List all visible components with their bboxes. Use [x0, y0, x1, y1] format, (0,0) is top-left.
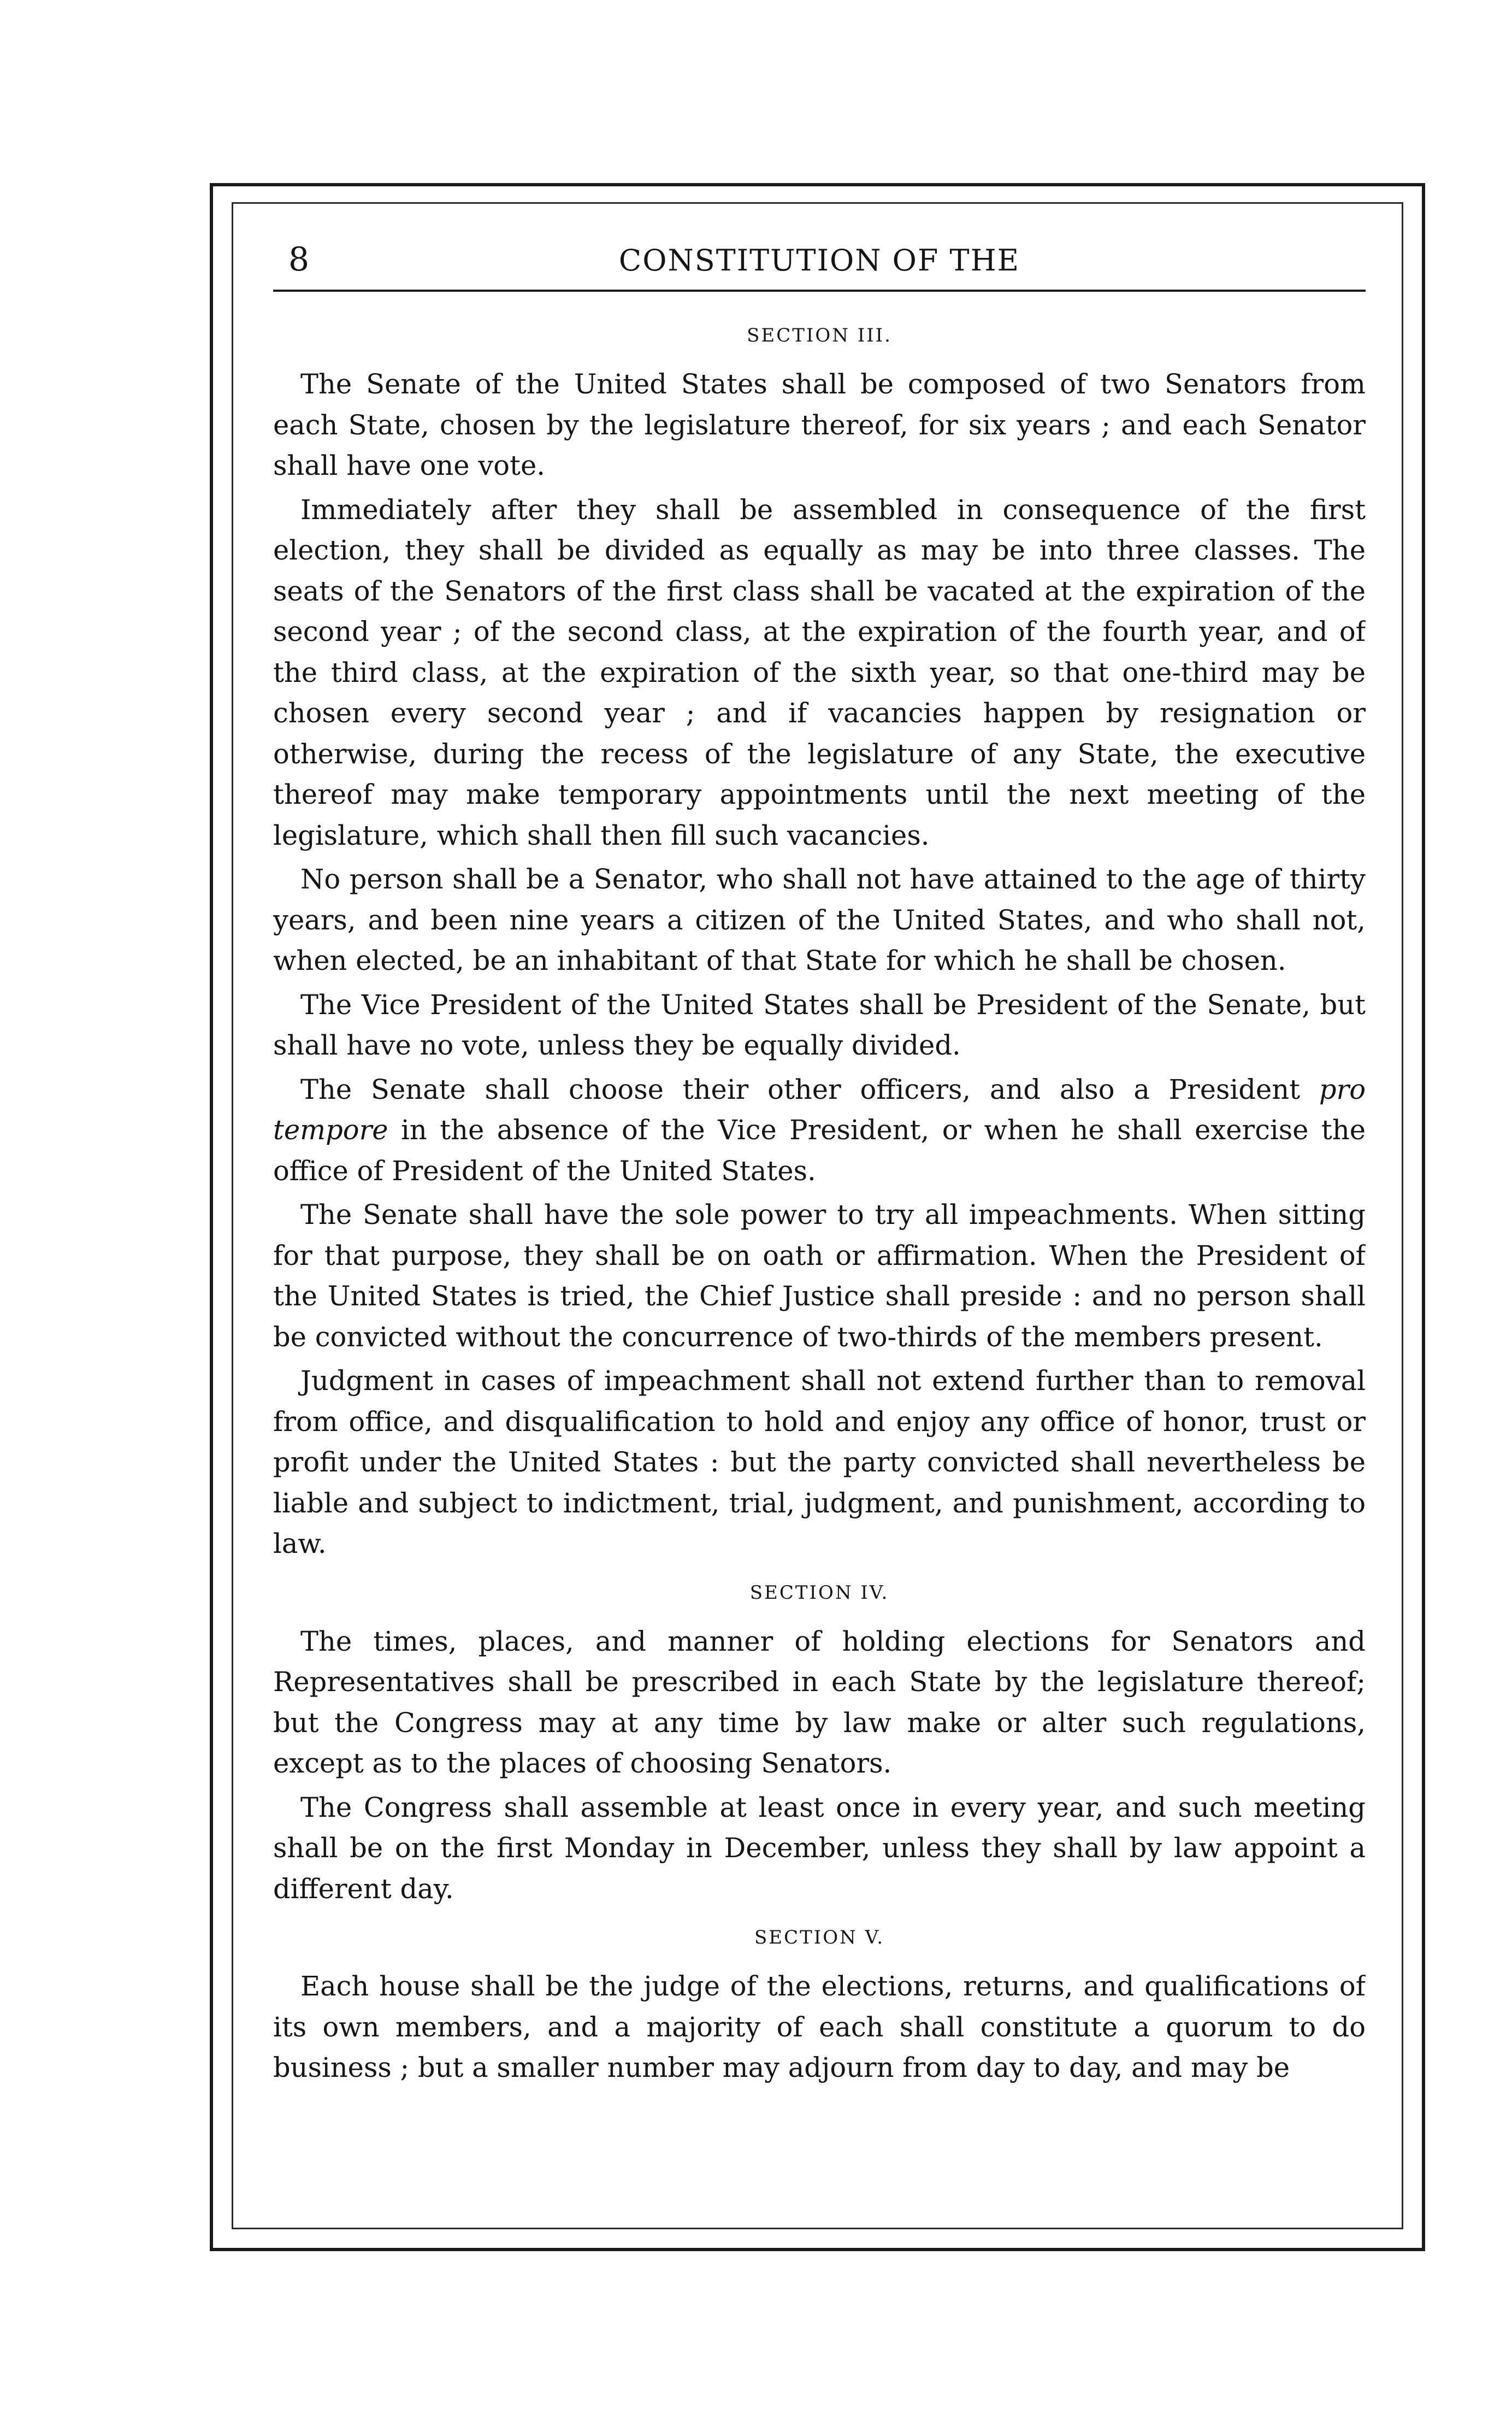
section-heading: SECTION V. [754, 1927, 885, 1948]
paragraph-pro-tempore [273, 1069, 1366, 1192]
text-run: in the absence of the Vice President, or when he shall exercise the office of President of the United States. [273, 1114, 1366, 1187]
paragraph: The Senate of the United States shall be composed of two Senators from each State, chosen by the legislature thereof, for six years ; and each Senator shall have one vote. [273, 368, 1366, 481]
section-4 [273, 1576, 1366, 1910]
page-number: 8 [288, 240, 310, 279]
paragraph: Immediately after they shall be assembled in consequence of the first election, they shall be divided as equally as may be into three classes. The seats of the Senators of the first class shall be vacated at the expiration of the second year ; of the second class, at the expiration of the fourth year, and of the third class, at the expiration of the sixth year, so that one-third may be chosen every second year ; and if vacancies happen by resignation or otherwise, during the recess of the legislature of any State, the executive thereof may make temporary appointments until the next meeting of the legislature, which shall then fill such vacancies. [273, 493, 1366, 851]
section-heading: SECTION III. [747, 325, 892, 346]
paragraph: Each house shall be the judge of the elections, returns, and qualifications of its own members, and a majority of each shall constitute a quorum to do business ; but a smaller number may adjourn from day to day, and may be [273, 1970, 1366, 2083]
paragraph: The Congress shall assemble at least once in every year, and such meeting shall be on the first Monday in December, unless they shall by law appoint a different day. [273, 1791, 1366, 1905]
section-3 [273, 319, 1366, 1564]
header-rule [273, 290, 1366, 292]
section-5 [273, 1921, 1366, 2088]
running-head [273, 229, 1366, 290]
page-content [273, 229, 1366, 2207]
text-run: The Senate shall choose their other officers, and also a President [300, 1073, 1319, 1105]
italic-phrase: pro tempore [273, 1073, 1366, 1146]
paragraph: Judgment in cases of impeachment shall not extend further than to removal from office, and disqualification to hold and enjoy any office of honor, trust or profit under the United States : but the party convicted shall nevertheless be liable and subject to indictment, trial, judgment, and punishment, according to law. [273, 1365, 1366, 1559]
paragraph: The times, places, and manner of holding elections for Senators and Representatives shall be prescribed in each State by the legislature thereof; but the Congress may at any time by law make or alter such regulations, except as to the places of choosing Senators. [273, 1625, 1366, 1779]
page-title: CONSTITUTION OF THE [618, 243, 1020, 278]
paragraph: No person shall be a Senator, who shall not have attained to the age of thirty years, and been nine years a citizen of the United States, and who shall not, when elected, be an inhabitant of that State for which he shall be chosen. [273, 863, 1366, 976]
section-heading: SECTION IV. [749, 1581, 889, 1604]
paragraph: The Senate shall have the sole power to try all impeachments. When sitting for that purpose, they shall be on oath or affirmation. When the President of the United States is tried, the Chief Justice shall preside : and no person shall be convicted without the concurrence of two-thirds of the members present. [273, 1199, 1366, 1353]
paragraph: The Vice President of the United States shall be President of the Senate, but shall have no vote, unless they be equally divided. [273, 988, 1366, 1061]
